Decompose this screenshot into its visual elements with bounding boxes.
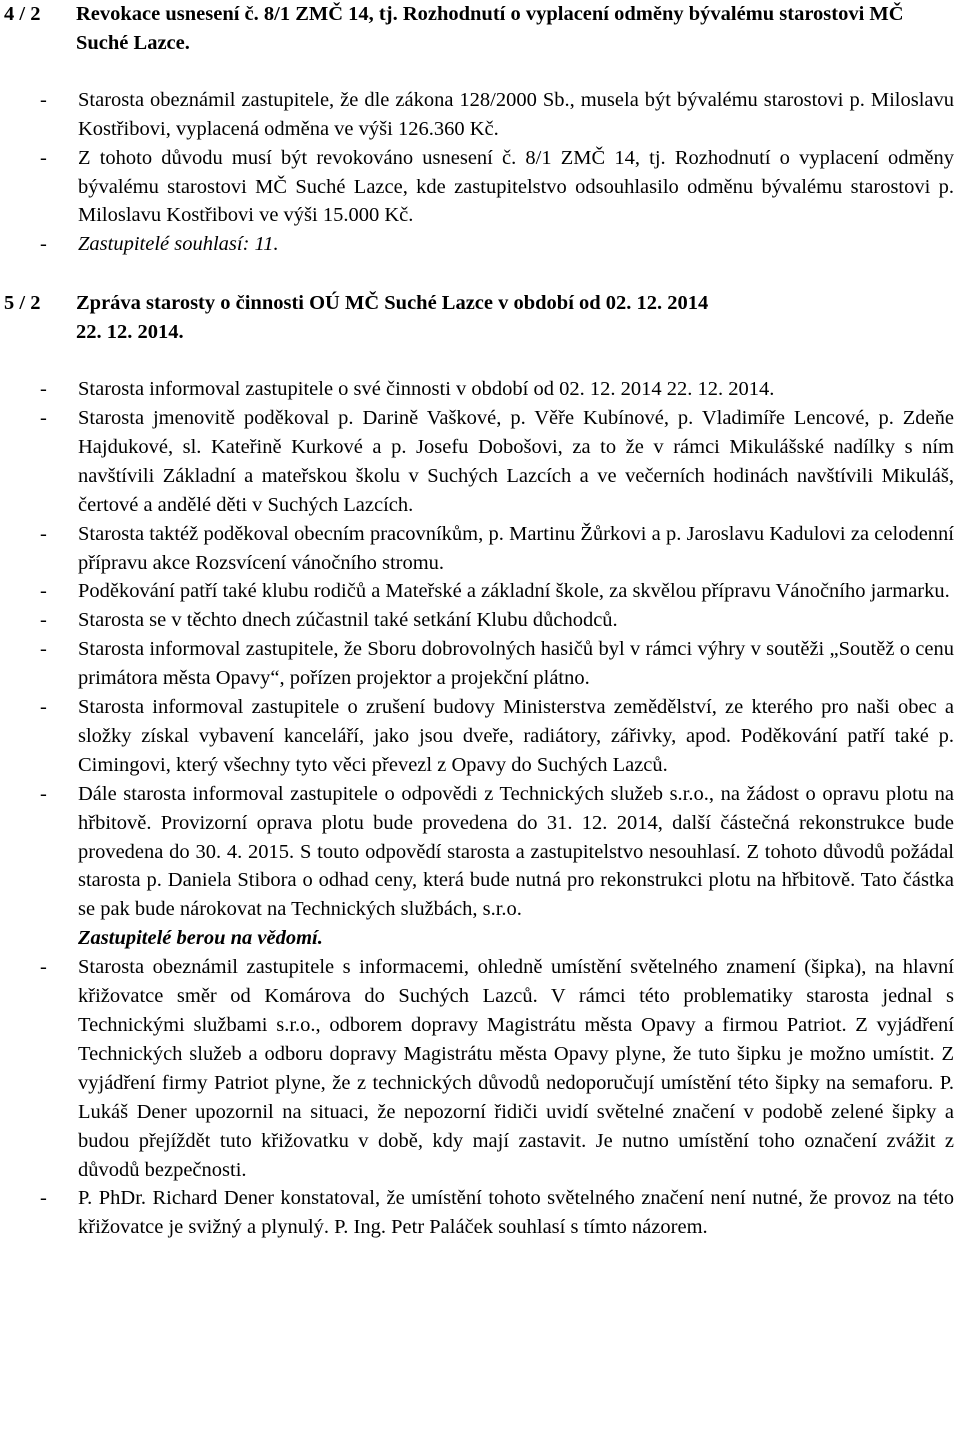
item-text: Starosta se v těchto dnech zúčastnil také setkání Klubu důchodců. — [78, 609, 618, 632]
section-5-2-items — [4, 375, 954, 1242]
section-title: Zpráva starosty o činnosti OÚ MČ Suché Lazce v období od 02. 12. 2014 22. 12. 2014. — [76, 292, 709, 344]
list-item — [4, 606, 954, 635]
item-text: Dále starosta informoval zastupitele o odpovědi z Technických služeb s.r.o., na žádost o opravu plotu na hřbitově. Provizorní oprava plotu bude provedena do 31. 12. 2014, další částečná rekonstrukce bude provedena do 30. 4. 2015. S touto odpovědí starosta a zastupitelstvo nesouhlasí. Z tohoto důvodů požádal starosta p. Daniela Stibora o odhad ceny, která bude nutná pro rekonstrukci plotu na hřbitově. Tato částka se pak bude nárokovat na Technických službách, s.r.o. — [78, 782, 954, 921]
dash-bullet: - — [40, 580, 47, 603]
list-item — [4, 520, 954, 578]
dash-bullet: - — [40, 406, 47, 429]
item-text: Starosta taktéž poděkoval obecním pracovníkům, p. Martinu Žůrkovi a p. Jaroslavu Kadulovi za celodenní přípravu akce Rozsvícení vánočního stromu. — [78, 522, 954, 574]
dash-bullet: - — [40, 609, 47, 632]
list-item — [4, 404, 954, 520]
list-item — [4, 635, 954, 693]
list-item — [4, 953, 954, 1184]
dash-bullet: - — [40, 782, 47, 805]
dash-bullet: - — [40, 378, 47, 401]
item-text: Poděkování patří také klubu rodičů a Mateřské a základní škole, za skvělou přípravu Vánočního jarmarku. — [78, 580, 950, 603]
section-5-2-heading — [4, 289, 954, 347]
item-text: Starosta obeznámil zastupitele s informacemi, ohledně umístění světelného znamení (šipka), na hlavní křižovatce směr od Komárova do Suchých Lazců. V rámci této problematiky starosta jednal s Technickými službami s.r.o., odborem dopravy Magistrátu města Opavy a firmou Patriot. Z vyjádření Technických služeb a odboru dopravy Magistrátu města Opavy plyne, že tuto šipku je možno umístit. Z vyjádření firmy Patriot plyne, že z technických důvodů nedoporučují umístění této šipky na semaforu. P. Lukáš Dener upozornil na situaci, že nepozorní řidiči uvidí světelné značení v podobě zelené šipky a budou přejíždět tuto křižovatku v době, kdy mají zastavit. Je nutno umístění toho označení zvážit z důvodů bezpečnosti. — [78, 956, 954, 1181]
list-item — [4, 577, 954, 606]
dash-bullet: - — [40, 233, 47, 256]
item-text: Starosta informoval zastupitele o zrušení budovy Ministerstva zemědělství, ze kterého pro naši obec a složky získal vybavení kanceláří, jako jsou dveře, radiátory, zářivky, apod. Poděkování patří také p. Cimingovi, který všechny tyto věci převezl z Opavy do Suchých Lazců. — [78, 696, 954, 776]
list-item — [4, 780, 954, 925]
note-acknowledged: Zastupitelé berou na vědomí. — [78, 927, 323, 950]
section-title: Revokace usnesení č. 8/1 ZMČ 14, tj. Rozhodnutí o vyplacení odměny bývalému starostovi MČ Suché Lazce. — [76, 3, 904, 54]
item-text: Z tohoto důvodu musí být revokováno usnesení č. 8/1 ZMČ 14, tj. Rozhodnutí o vyplacení odměny bývalému starostovi MČ Suché Lazce, kde zastupitelstvo odsouhlasilo odměnu bývalému starostovi p. Miloslavu Kostřibovi ve výši 15.000 Kč. — [78, 146, 954, 227]
item-text: Starosta jmenovitě poděkoval p. Darině Vaškové, p. Věře Kubínové, p. Vladimíře Lencové, p. Zdeňe Hajdukové, sl. Kateřině Kurkové a p. Josefu Dobošovi, za to že v rámci Mikulášské nadílky s ním navštívili Základní a mateřskou školu v Suchých Lazcích a ve večerních hodinách navštívili Mikuláš, čertové a andělé děti v Suchých Lazcích. — [78, 406, 954, 516]
section-4-2-items — [4, 86, 954, 259]
list-item — [4, 375, 954, 404]
list-item — [4, 144, 954, 231]
dash-bullet: - — [40, 638, 47, 661]
vote-result: Zastupitelé souhlasí: 11. — [78, 233, 279, 256]
item-text: P. PhDr. Richard Dener konstatoval, že umístění tohoto světelného značení není nutné, že provoz na této křižovatce je svižný a plynulý. P. Ing. Petr Paláček souhlasí s tímto názorem. — [78, 1187, 954, 1239]
section-4-2-heading — [4, 0, 954, 58]
list-item — [4, 230, 954, 259]
dash-bullet: - — [40, 696, 47, 719]
section-number: 5 / 2 — [4, 292, 41, 315]
list-item — [4, 86, 954, 144]
dash-bullet: - — [40, 1187, 47, 1210]
list-item — [4, 693, 954, 780]
section-number: 4 / 2 — [4, 3, 41, 25]
item-text: Starosta obeznámil zastupitele, že dle zákona 128/2000 Sb., musela být bývalému starostovi p. Miloslavu Kostřibovi, vyplacená odměna ve výši 126.360 Kč. — [78, 88, 954, 140]
item-text: Starosta informoval zastupitele o své činnosti v období od 02. 12. 2014 22. 12. 2014. — [78, 378, 775, 401]
dash-bullet: - — [40, 88, 47, 111]
dash-bullet: - — [40, 146, 47, 169]
dash-bullet: - — [40, 522, 47, 545]
item-text: Starosta informoval zastupitele, že Sboru dobrovolných hasičů byl v rámci výhry v soutěži „Soutěž o cenu primátora města Opavy“, pořízen projektor a projekční plátno. — [78, 638, 954, 690]
list-item — [4, 1184, 954, 1242]
dash-bullet: - — [40, 956, 47, 979]
